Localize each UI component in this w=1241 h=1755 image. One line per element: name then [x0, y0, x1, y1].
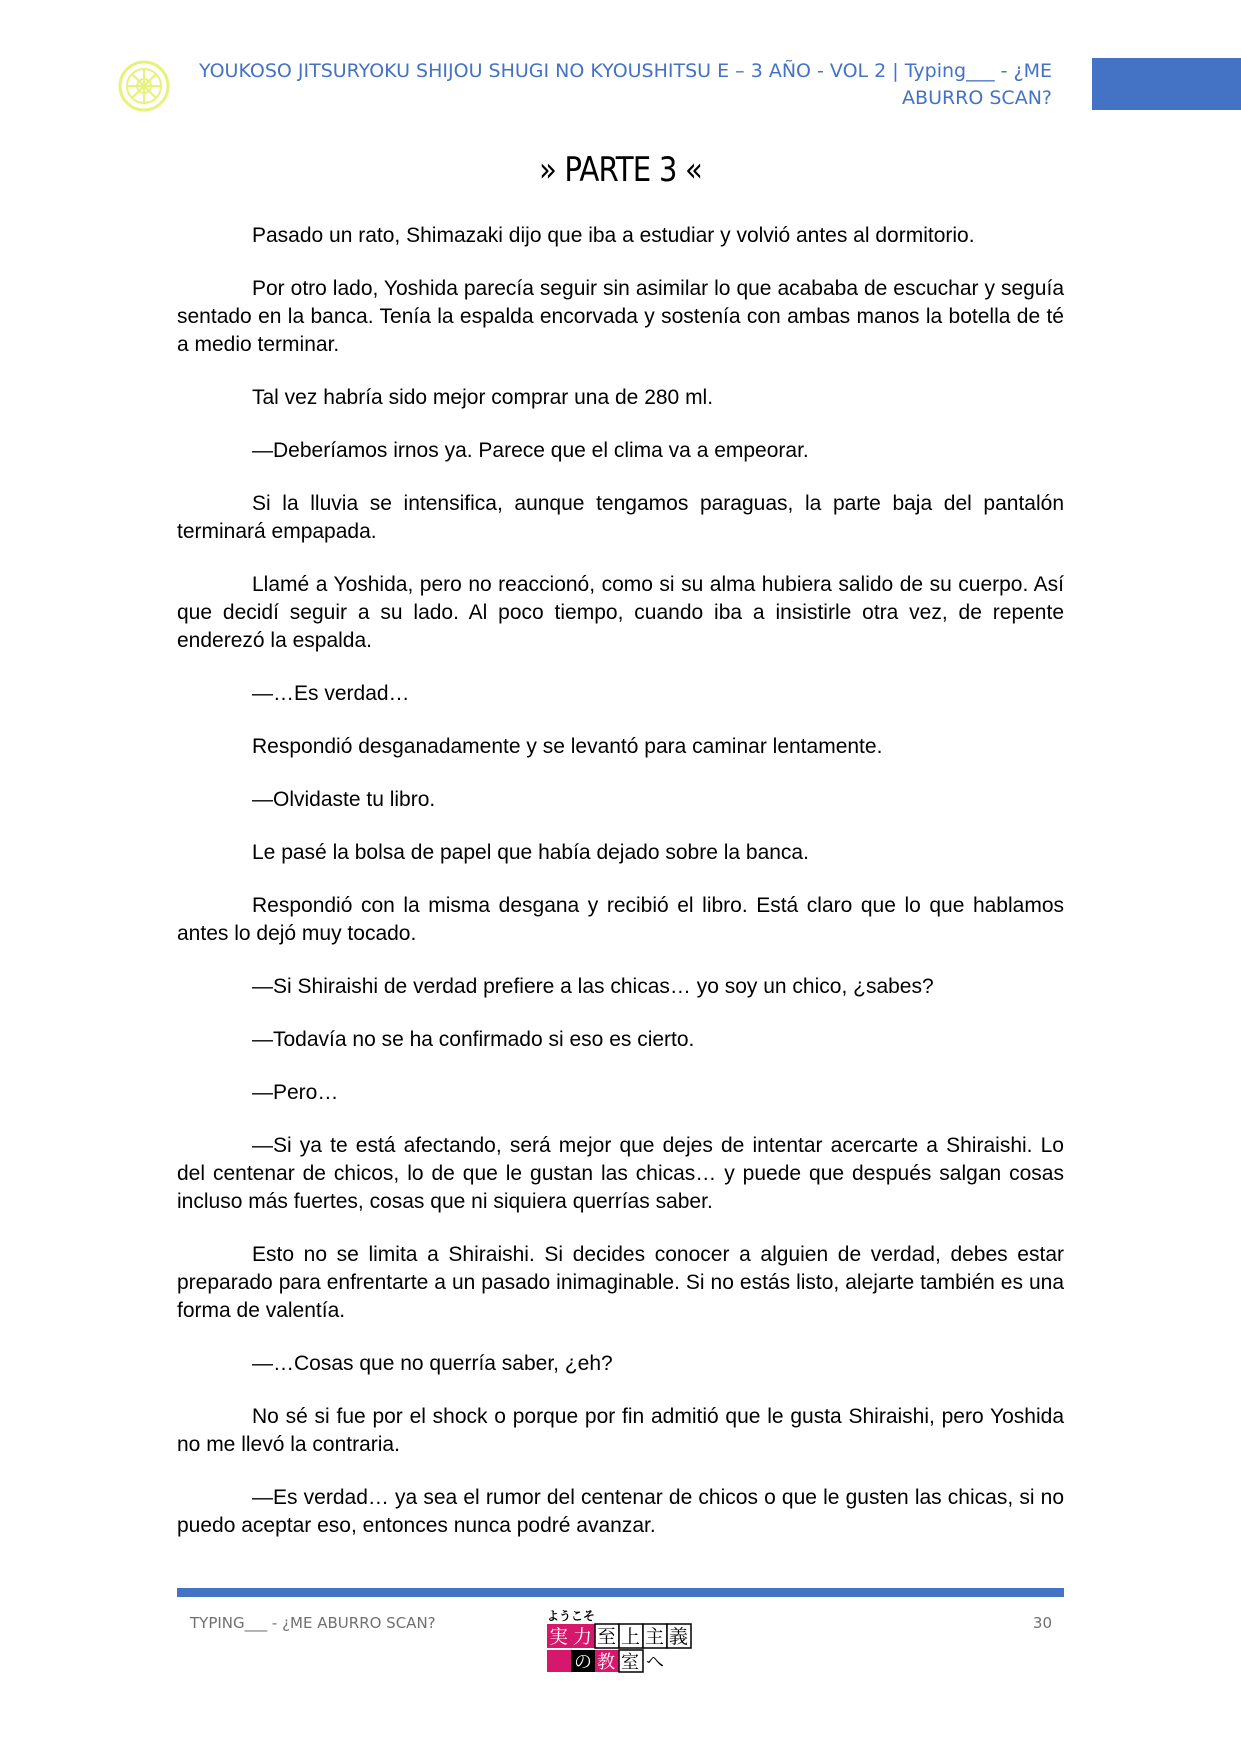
paragraph: Respondió con la misma desgana y recibió el libro. Está claro que lo que hablamos antes lo dejó muy tocado.: [177, 894, 1064, 945]
part-title: » PARTE 3 «: [538, 150, 703, 190]
paragraph: —Si Shiraishi de verdad prefiere a las chicas… yo soy un chico, ¿sabes?: [252, 975, 934, 998]
paragraph: Por otro lado, Yoshida parecía seguir sin asimilar lo que acababa de escuchar y seguía sentado en la banca. Tenía la espalda encorvada y sostenía con ambas manos la botella de té a medio terminar.: [177, 277, 1064, 356]
svg-text:実: 実: [549, 1626, 569, 1648]
paragraph: —…Es verdad…: [252, 682, 410, 705]
paragraph: No sé si fue por el shock o porque por fin admitió que le gusta Shiraishi, pero Yoshida no me llevó la contraria.: [177, 1405, 1064, 1456]
footer-credit: TYPING___ - ¿ME ABURRO SCAN?: [190, 1614, 436, 1632]
header-title: YOUKOSO JITSURYOKU SHIJOU SHUGI NO KYOUSHITSU E – 3 AÑO - VOL 2 | Typing___ - ¿ME ABURRO SCAN?: [199, 60, 1052, 109]
paragraph: —Si ya te está afectando, será mejor que dejes de intentar acercarte a Shiraishi. Lo del centenar de chicos, lo de que le gustan las chicas… y puede que después salgan cosas incluso más fuertes, cosas que ni siquiera querrías saber.: [177, 1134, 1064, 1213]
svg-text:室: 室: [621, 1652, 639, 1673]
paragraph: —Pero…: [252, 1081, 339, 1104]
page-number: 30: [1032, 1614, 1052, 1632]
paragraph: —Deberíamos irnos ya. Parece que el clima va a empeorar.: [252, 439, 809, 462]
paragraph: Le pasé la bolsa de papel que había dejado sobre la banca.: [252, 841, 809, 864]
svg-text:ようこそ: ようこそ: [547, 1609, 596, 1623]
svg-text:の: の: [574, 1652, 592, 1673]
paragraph: Esto no se limita a Shiraishi. Si decides conocer a alguien de verdad, debes estar preparado para enfrentarte a un pasado inimaginable. Si no estás listo, alejarte también es una forma de valentía.: [177, 1243, 1064, 1322]
paragraph: —Es verdad… ya sea el rumor del centenar de chicos o que le gusten las chicas, si no puedo aceptar eso, entonces nunca podré avanzar.: [177, 1486, 1064, 1537]
svg-text:至: 至: [597, 1626, 617, 1648]
header-accent-bar: [1092, 58, 1241, 110]
footer-divider: [177, 1588, 1064, 1597]
svg-text:主: 主: [645, 1626, 665, 1648]
paragraph: Llamé a Yoshida, pero no reaccionó, como si su alma hubiera salido de su cuerpo. Así que decidí seguir a su lado. Al poco tiempo, cuando iba a insistirle otra vez, de repente enderezó la espalda.: [177, 573, 1064, 652]
svg-text:力: 力: [573, 1626, 593, 1648]
paragraph: Pasado un rato, Shimazaki dijo que iba a estudiar y volvió antes al dormitorio.: [252, 224, 975, 247]
series-logo-icon: [545, 1606, 695, 1676]
svg-text:教: 教: [597, 1652, 615, 1673]
paragraph: Tal vez habría sido mejor comprar una de 280 ml.: [252, 386, 714, 409]
svg-text:上: 上: [621, 1626, 641, 1648]
paragraph: Si la lluvia se intensifica, aunque tengamos paraguas, la parte baja del pantalón terminará empapada.: [177, 492, 1064, 543]
paragraph: —Olvidaste tu libro.: [252, 788, 436, 811]
circle-emblem-icon: [118, 60, 170, 112]
paragraph: Respondió desganadamente y se levantó para caminar lentamente.: [252, 735, 883, 758]
paragraph: —…Cosas que no querría saber, ¿eh?: [252, 1352, 613, 1375]
paragraph: —Todavía no se ha confirmado si eso es cierto.: [252, 1028, 695, 1051]
body-text: [177, 222, 1064, 1565]
svg-text:へ: へ: [646, 1652, 664, 1673]
svg-text:義: 義: [669, 1626, 689, 1648]
